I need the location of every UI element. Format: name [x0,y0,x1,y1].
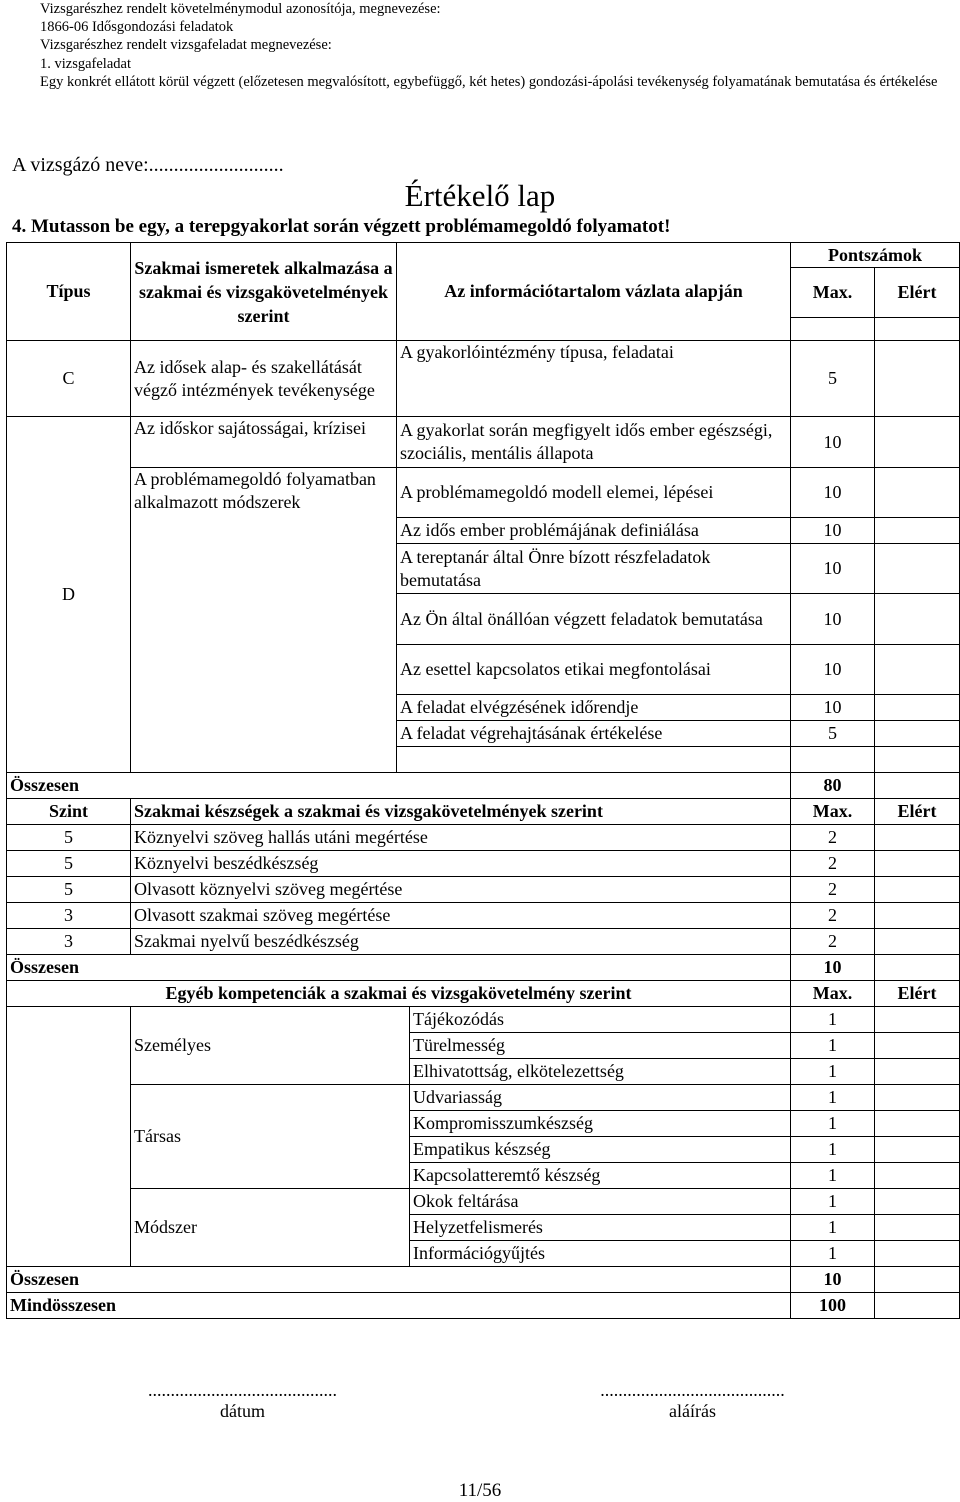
criterion-max: 10 [791,544,875,594]
candidate-name-line: A vizsgázó neve:........................... [12,154,284,176]
skill-achieved [875,877,960,903]
col-info-header: Az információtartalom vázlata alapján [397,243,791,341]
type-c-cell: C [7,341,131,417]
competence-max: 1 [791,1059,875,1085]
skill-text: Szakmai nyelvű beszédkészség [131,929,791,955]
col-type-header: Típus [7,243,131,341]
col-achieved-header: Elért [875,268,960,318]
criterion-achieved [875,721,960,747]
criterion-max: 10 [791,417,875,468]
date-label: dátum [220,1401,265,1421]
signature-field [550,1380,835,1422]
group-personal: Személyes [131,1007,410,1085]
task-description: 4. Mutasson be egy, a terepgyakorlat során végzett problémamegoldó folyamatot! [12,216,671,237]
skill-max: 2 [791,825,875,851]
skill-text: Olvasott köznyelvi szöveg megértése [131,877,791,903]
competence-achieved [875,1215,960,1241]
skills-header: Szakmai készségek a szakmai és vizsgakövetelmények szerint [131,799,791,825]
competence-achieved [875,1059,960,1085]
skills-level-header: Szint [7,799,131,825]
header-line-1: Vizsgarészhez rendelt követelménymodul azonosítója, megnevezése: [40,1,441,17]
criterion-max: 10 [791,594,875,645]
subtotal-label: Összesen [7,955,791,981]
criterion-max: 10 [791,468,875,518]
criterion-achieved [875,594,960,645]
grand-total-achieved [875,1293,960,1319]
competence-max: 1 [791,1033,875,1059]
skill-achieved [875,903,960,929]
grand-total-max: 100 [791,1293,875,1319]
criterion-achieved [875,518,960,544]
skill-max: 2 [791,877,875,903]
criterion-row: A tereptanár által Önre bízott részfeladatok bemutatása [397,544,791,594]
skill-text: Olvasott szakmai szöveg megértése [131,903,791,929]
topic-institutions: Az idősek alap- és szakellátását végző intézmények tevékenysége [131,341,397,417]
signature-dots: ......................................... [600,1380,785,1400]
competence-achieved [875,1189,960,1215]
competence-item: Kompromisszumkészség [410,1111,791,1137]
competence-achieved [875,1137,960,1163]
competence-max: 1 [791,1215,875,1241]
skill-achieved [875,851,960,877]
competences-header: Egyéb kompetenciák a szakmai és vizsgakövetelmény szerint [7,981,791,1007]
skill-level: 5 [7,851,131,877]
header-line-4: 1. vizsgafeladat [40,55,131,72]
criterion-row: A feladat elvégzésének időrendje [397,695,791,721]
signature-label: aláírás [669,1401,716,1421]
document-header [40,0,955,91]
criterion-achieved [875,468,960,518]
skill-achieved [875,825,960,851]
skill-level: 3 [7,929,131,955]
criterion-max: 10 [791,645,875,695]
criterion-max: 5 [791,341,875,417]
col-points-header: Pontszámok [791,243,960,268]
criterion-achieved [875,341,960,417]
header-line-5: Egy konkrét ellátott körül végzett (előzetesen megvalósított, egybefüggő, két hetes) gondozási-ápolási tevékenység folyamatának bemutatása és értékelése [40,73,938,90]
competence-achieved [875,1033,960,1059]
criterion-row: Az esettel kapcsolatos etikai megfontolásai [397,645,791,695]
competence-max: 1 [791,1111,875,1137]
competence-achieved [875,1007,960,1033]
type-d-cell: D [7,417,131,773]
competence-item: Empatikus készség [410,1137,791,1163]
criterion-max: 10 [791,518,875,544]
competence-max: 1 [791,1189,875,1215]
competences-max-header: Max. [791,981,875,1007]
subtotal-max: 10 [791,955,875,981]
competences-achieved-header: Elért [875,981,960,1007]
grand-total-label: Mindösszesen [7,1293,791,1319]
criterion-row: Az Ön által önállóan végzett feladatok bemutatása [397,594,791,645]
criterion-achieved [875,544,960,594]
skill-level: 3 [7,903,131,929]
date-dots: .......................................... [148,1380,337,1400]
competence-max: 1 [791,1085,875,1111]
criterion-row: A problémamegoldó modell elemei, lépései [397,468,791,518]
competence-max: 1 [791,1163,875,1189]
competence-item: Kapcsolatteremtő készség [410,1163,791,1189]
subtotal-label: Összesen [7,1267,791,1293]
competence-item: Türelmesség [410,1033,791,1059]
skill-achieved [875,929,960,955]
competence-item: Helyzetfelismerés [410,1215,791,1241]
subtotal-achieved [875,773,960,799]
competence-max: 1 [791,1007,875,1033]
skill-max: 2 [791,929,875,955]
date-field [100,1380,385,1422]
competence-item: Okok feltárása [410,1189,791,1215]
skill-max: 2 [791,851,875,877]
competence-max: 1 [791,1137,875,1163]
competence-achieved [875,1111,960,1137]
skill-level: 5 [7,877,131,903]
criterion-row: Az idős ember problémájának definiálása [397,518,791,544]
topic-methods: A problémamegoldó folyamatban alkalmazott módszerek [131,468,397,773]
subtotal-achieved [875,955,960,981]
skill-text: Köznyelvi beszédkészség [131,851,791,877]
competence-achieved [875,1163,960,1189]
criterion-max: 10 [791,695,875,721]
skill-max: 2 [791,903,875,929]
criterion-row: A gyakorlóintézmény típusa, feladatai [397,341,791,417]
col-max-header: Max. [791,268,875,318]
competence-item: Udvariasság [410,1085,791,1111]
topic-old-age: Az időskor sajátosságai, krízisei [131,417,397,468]
page-title: Értékelő lap [404,178,556,213]
skills-max-header: Max. [791,799,875,825]
header-line-3: Vizsgarészhez rendelt vizsgafeladat megnevezése: [40,37,332,54]
skill-level: 5 [7,825,131,851]
criterion-achieved [875,695,960,721]
competence-item: Tájékozódás [410,1007,791,1033]
competence-achieved [875,1241,960,1267]
competence-max: 1 [791,1241,875,1267]
evaluation-table [6,242,960,1319]
skill-text: Köznyelvi szöveg hallás utáni megértése [131,825,791,851]
subtotal-label: Összesen [7,773,791,799]
subtotal-max: 80 [791,773,875,799]
competence-item: Elhivatottság, elkötelezettség [410,1059,791,1085]
criterion-max: 5 [791,721,875,747]
subtotal-max: 10 [791,1267,875,1293]
competence-item: Információgyűjtés [410,1241,791,1267]
group-method: Módszer [131,1189,410,1267]
criterion-achieved [875,645,960,695]
subtotal-achieved [875,1267,960,1293]
criterion-row: A gyakorlat során megfigyelt idős ember egészségi, szociális, mentális állapota [397,417,791,468]
group-social: Társas [131,1085,410,1189]
col-knowledge-header: Szakmai ismeretek alkalmazása a szakmai és vizsgakövetelmények szerint [131,243,397,341]
header-line-2: 1866-06 Idősgondozási feladatok [40,19,234,36]
competence-achieved [875,1085,960,1111]
page-number: 11/56 [458,1480,502,1501]
skills-achieved-header: Elért [875,799,960,825]
criterion-achieved [875,417,960,468]
competences-blank-cell [7,1007,131,1267]
criterion-row: A feladat végrehajtásának értékelése [397,721,791,747]
